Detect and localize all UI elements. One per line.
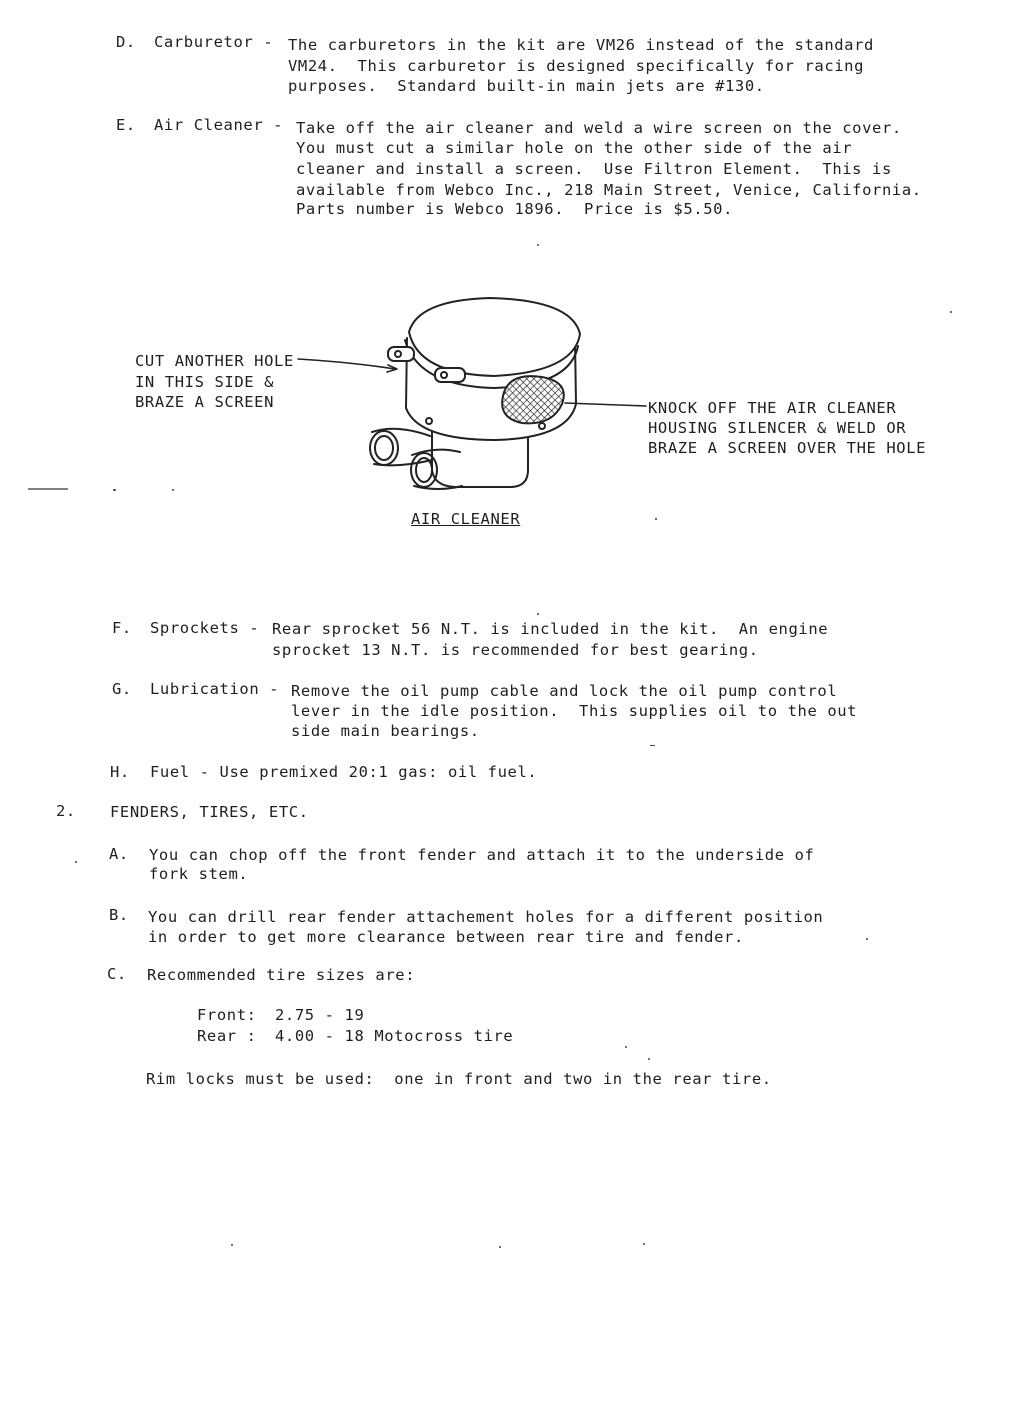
right-callout-line: KNOCK OFF THE AIR CLEANER xyxy=(648,399,897,417)
left-callout-line: CUT ANOTHER HOLE xyxy=(135,352,294,370)
left-callout-line: IN THIS SIDE & xyxy=(135,373,275,391)
section-f-line: sprocket 13 N.T. is recommended for best gearing. xyxy=(272,641,759,659)
section-2-item-line: in order to get more clearance between rear tire and fender. xyxy=(148,928,744,946)
section-2-item-line: You can drill rear fender attachement holes for a different position xyxy=(148,908,824,926)
section-e-line: Take off the air cleaner and weld a wire screen on the cover. xyxy=(296,119,902,137)
tire-size-label: Front: xyxy=(197,1006,257,1024)
scan-speck xyxy=(650,745,655,746)
section-e-letter: E. xyxy=(116,116,136,134)
section-2-item-line: fork stem. xyxy=(149,865,249,883)
section-2-item-line: You can chop off the front fender and attach it to the underside of xyxy=(149,846,815,864)
diagram-caption: AIR CLEANER xyxy=(411,510,521,528)
section-g-line: side main bearings. xyxy=(291,722,480,740)
section-g-line: lever in the idle position. This supplies oil to the out xyxy=(291,702,858,720)
section-e-line: cleaner and install a screen. Use Filtron Element. This is xyxy=(296,160,892,178)
section-d-letter: D. xyxy=(116,33,136,51)
scan-speck xyxy=(950,311,952,313)
scan-speck xyxy=(499,1246,501,1248)
section-f-line: Rear sprocket 56 N.T. is included in the kit. An engine xyxy=(272,620,829,638)
right-callout-line: BRAZE A SCREEN OVER THE HOLE xyxy=(648,439,927,457)
section-h-letter: H. xyxy=(110,763,130,781)
section-e-heading: Air Cleaner - xyxy=(154,116,284,134)
section-g-letter: G. xyxy=(112,680,132,698)
right-callout-line: HOUSING SILENCER & WELD OR xyxy=(648,419,907,437)
section-e-line: You must cut a similar hole on the other side of the air xyxy=(296,139,853,157)
scan-speck xyxy=(537,244,539,246)
tire-size-value: 4.00 - 18 Motocross tire xyxy=(275,1027,514,1045)
left-callout-line: BRAZE A SCREEN xyxy=(135,393,275,411)
scan-speck xyxy=(231,1244,233,1246)
section-d-line: The carburetors in the kit are VM26 instead of the standard xyxy=(288,36,874,54)
scan-speck xyxy=(537,613,539,615)
scan-speck xyxy=(655,518,657,520)
section-g-line: Remove the oil pump cable and lock the oil pump control xyxy=(291,682,838,700)
scan-speck xyxy=(648,1058,650,1060)
section-2-heading: FENDERS, TIRES, ETC. xyxy=(110,803,309,821)
section-2-number: 2. xyxy=(56,802,76,820)
tire-size-value: 2.75 - 19 xyxy=(275,1006,365,1024)
section-h-text: Fuel - Use premixed 20:1 gas: oil fuel. xyxy=(150,763,538,781)
scan-speck xyxy=(625,1046,627,1048)
scan-speck xyxy=(172,489,174,491)
section-e-line: Parts number is Webco 1896. Price is $5.50. xyxy=(296,200,733,218)
section-d-heading: Carburetor - xyxy=(154,33,274,51)
rim-lock-note: Rim locks must be used: one in front and two in the rear tire. xyxy=(146,1070,772,1088)
section-g-heading: Lubrication - xyxy=(150,680,280,698)
scan-speck xyxy=(113,489,116,491)
section-2-item-letter: B. xyxy=(109,906,129,924)
section-2-item-line: Recommended tire sizes are: xyxy=(147,966,416,984)
section-f-heading: Sprockets - xyxy=(150,619,260,637)
section-2-item-letter: C. xyxy=(107,965,127,983)
scan-speck xyxy=(75,861,77,863)
section-e-line: available from Webco Inc., 218 Main Street, Venice, California. xyxy=(296,181,922,199)
section-d-line: VM24. This carburetor is designed specifically for racing xyxy=(288,57,865,75)
tire-size-label: Rear : xyxy=(197,1027,257,1045)
section-f-letter: F. xyxy=(112,619,132,637)
scan-speck xyxy=(643,1243,645,1245)
scan-speck xyxy=(866,938,868,940)
section-d-line: purposes. Standard built-in main jets are #130. xyxy=(288,77,765,95)
section-2-item-letter: A. xyxy=(109,845,129,863)
